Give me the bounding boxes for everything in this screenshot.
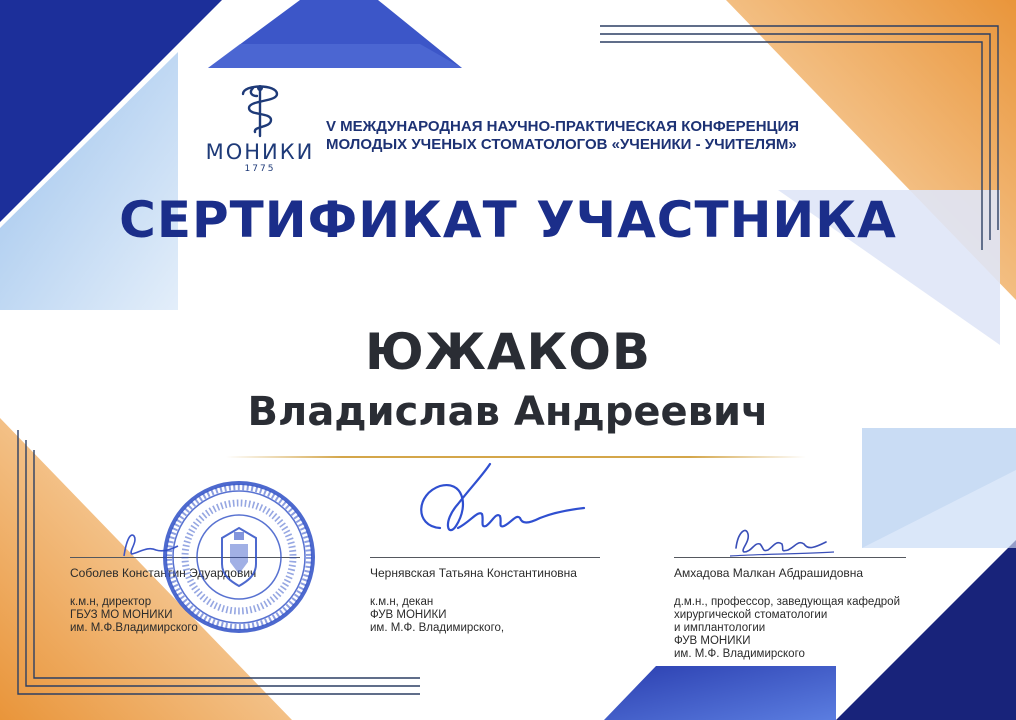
conference-title-line-1: V МЕЖДУНАРОДНАЯ НАУЧНО-ПРАКТИЧЕСКАЯ КОНФЕРЕНЦИЯ — [326, 118, 800, 135]
signature-2 — [400, 456, 590, 552]
blue-band-bottom — [604, 666, 836, 720]
caduceus-icon — [233, 82, 287, 138]
signatory-1-name: Соболев Константин Эдуардович — [70, 566, 257, 580]
signatory-3-position: д.м.н., профессор, заведующая кафедрой хирургической стоматологии и имплантологии ФУВ МОНИКИ им. М.Ф. Владимирского — [674, 596, 900, 660]
signatory-2-position: к.м.н, декан ФУВ МОНИКИ им. М.Ф. Владимирского, — [370, 596, 505, 634]
signatory-1-position: к.м.н, директор ГБУЗ МО МОНИКИ им. М.Ф.Владимирского — [70, 596, 198, 634]
signature-line-3 — [674, 557, 906, 558]
conference-title — [326, 118, 846, 154]
certificate-title: СЕРТИФИКАТ УЧАСТНИКА — [119, 191, 897, 249]
moniki-logo — [196, 82, 324, 186]
signature-line-2 — [370, 557, 600, 558]
signatory-3-name: Амхадова Малкан Абдрашидовна — [674, 566, 864, 580]
signatory-2-name: Чернявская Татьяна Константиновна — [370, 566, 577, 580]
logo-text: МОНИКИ — [205, 140, 315, 164]
recipient-given-names: Владислав Андреевич — [247, 389, 769, 435]
conference-title-line-2: МОЛОДЫХ УЧЕНЫХ СТОМАТОЛОГОВ «УЧЕНИКИ - УЧИТЕЛЯМ» — [326, 136, 797, 153]
logo-year: 1775 — [244, 164, 276, 174]
recipient-surname: ЮЖАКОВ — [364, 323, 652, 381]
official-stamp-icon — [160, 478, 318, 636]
